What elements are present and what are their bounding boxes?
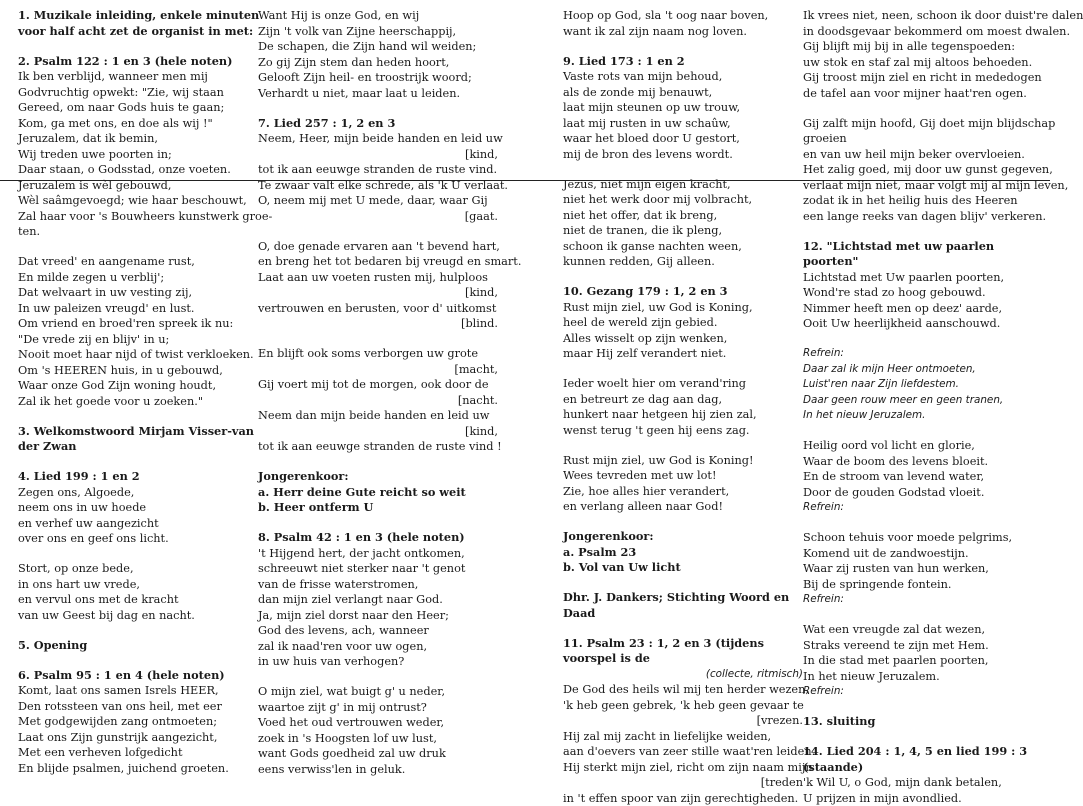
section-heading: Dhr. J. Dankers; Stichting Woord en Daad	[563, 590, 811, 621]
text-line: [blind.	[258, 316, 506, 332]
spacer	[563, 270, 811, 285]
text-line: heel de wereld zijn gebied.	[563, 315, 811, 331]
spacer	[563, 576, 811, 591]
text-line: aan d'oevers van zeer stille waat'ren leiden.	[563, 744, 811, 760]
text-line: Hij sterkt mijn ziel, richt om zijn naam mijn	[563, 760, 811, 776]
text-line: tot ik aan eeuwge stranden de ruste vind !	[258, 439, 506, 455]
text-line: Refrein:	[803, 346, 1051, 362]
text-line: (collecte, ritmisch)	[563, 667, 811, 683]
text-line: Te zwaar valt elke schrede, als 'k U verlaat.	[258, 178, 506, 194]
text-line: In uw paleizen vreugd' en lust.	[18, 301, 266, 317]
spacer	[803, 608, 1051, 623]
spacer	[563, 39, 811, 54]
text-line: Komend uit de zandwoestijn.	[803, 546, 1051, 562]
text-line: Daar geen rouw meer en geen tranen,	[803, 393, 1051, 409]
text-line: Ooit Uw heerlijkheid aanschouwd.	[803, 316, 1051, 332]
section-heading: 8. Psalm 42 : 1 en 3 (hele noten)	[258, 530, 506, 546]
text-line: Wat een vreugde zal dat wezen,	[803, 622, 1051, 638]
text-line: Refrein:	[803, 684, 1051, 700]
text-line: en van uw heil mijn beker overvloeien.	[803, 147, 1051, 163]
text-line: [kind,	[258, 147, 506, 163]
text-line: Wij treden uwe poorten in;	[18, 147, 266, 163]
text-line: Ik vrees niet, neen, schoon ik door duist're dalen	[803, 8, 1051, 24]
text-line: Zie, hoe alles hier verandert,	[563, 484, 811, 500]
text-line: Zal haar voor 's Bouwheers kunstwerk groe-	[18, 209, 266, 225]
text-line: tot ik aan eeuwge stranden de ruste vind.	[258, 162, 506, 178]
fold-line	[0, 180, 1050, 181]
text-line: Het zalig goed, mij door uw gunst gegeven,	[803, 162, 1051, 178]
text-line: Door de gouden Godstad vloeit.	[803, 485, 1051, 501]
text-line: U prijzen in mijn avondlied.	[803, 791, 1051, 806]
spacer	[258, 670, 506, 685]
section-heading: a. Herr deine Gute reicht so weit	[258, 485, 506, 501]
section-heading: Jongerenkoor:	[258, 469, 506, 485]
text-line: Wèl saâmgevoegd; wie haar beschouwt,	[18, 193, 266, 209]
text-line: in 't effen spoor van zijn gerechtigheden.	[563, 791, 811, 806]
section-heading: Jongerenkoor:	[563, 529, 811, 545]
text-line: Hij zal mij zacht in liefelijke weiden,	[563, 729, 811, 745]
text-line: In die stad met paarlen poorten,	[803, 653, 1051, 669]
text-line: Schoon tehuis voor moede pelgrims,	[803, 530, 1051, 546]
text-line: [vrezen.	[563, 713, 811, 729]
text-line: neem ons in uw hoede	[18, 500, 266, 516]
text-line: kunnen redden, Gij alleen.	[563, 254, 811, 270]
text-line: en verlang alleen naar God!	[563, 499, 811, 515]
text-line: want ik zal zijn naam nog loven.	[563, 24, 811, 40]
section-heading: b. Heer ontferm U	[258, 500, 506, 516]
text-line: Dat vreed' en aangename rust,	[18, 254, 266, 270]
text-line: wenst terug 't geen hij eens zag.	[563, 423, 811, 439]
text-line: Waar de boom des levens bloeit.	[803, 454, 1051, 470]
section-heading: 13. sluiting	[803, 714, 1051, 730]
text-line: Dat welvaart in uw vesting zij,	[18, 285, 266, 301]
section-heading: 4. Lied 199 : 1 en 2	[18, 469, 266, 485]
text-line: verlaat mijn niet, maar volgt mij al mijn leven,	[803, 178, 1051, 194]
spacer	[803, 332, 1051, 347]
text-line: Wees tevreden met uw lot!	[563, 468, 811, 484]
text-line: [macht,	[258, 362, 506, 378]
text-line: Luist'ren naar Zijn liefdestem.	[803, 377, 1051, 393]
text-line: Laat aan uw voeten rusten mij, hulploos	[258, 270, 506, 286]
text-line: 'k Wil U, o God, mijn dank betalen,	[803, 775, 1051, 791]
text-line: niet de tranen, die ik pleng,	[563, 223, 811, 239]
text-line: Lichtstad met Uw paarlen poorten,	[803, 270, 1051, 286]
text-line: Alles wisselt op zijn wenken,	[563, 331, 811, 347]
text-line: groeien	[803, 131, 1051, 147]
text-line: want Gods goedheid zal uw druk	[258, 746, 506, 762]
text-line: Gij troost mijn ziel en richt in mededogen	[803, 70, 1051, 86]
text-line: Om vriend en broed'ren spreek ik nu:	[18, 316, 266, 332]
text-line: dan mijn ziel verlangt naar God.	[258, 592, 506, 608]
text-line: Den rotssteen van ons heil, met eer	[18, 699, 266, 715]
section-heading: 1. Muzikale inleiding, enkele minuten voor half acht zet de organist in met:	[18, 8, 266, 39]
text-line: Ik ben verblijd, wanneer men mij	[18, 69, 266, 85]
text-line: Daar staan, o Godsstad, onze voeten.	[18, 162, 266, 178]
text-line: En de stroom van levend water,	[803, 469, 1051, 485]
spacer	[258, 516, 506, 531]
text-line: waartoe zijt g' in mij ontrust?	[258, 700, 506, 716]
text-line: Godvruchtig opwekt: "Zie, wij staan	[18, 85, 266, 101]
spacer	[803, 700, 1051, 715]
text-line: Kom, ga met ons, en doe als wij !"	[18, 116, 266, 132]
section-heading: 14. Lied 204 : 1, 4, 5 en lied 199 : 3 (staande)	[803, 744, 1051, 775]
text-line: [kind,	[258, 424, 506, 440]
section-heading: a. Psalm 23	[563, 545, 811, 561]
text-line: een lange reeks van dagen blijv' verkeren.	[803, 209, 1051, 225]
text-line: Komt, laat ons samen Isrels HEER,	[18, 683, 266, 699]
column-3	[563, 8, 811, 806]
text-line: De God des heils wil mij ten herder wezen,	[563, 682, 811, 698]
text-line: Hoop op God, sla 't oog naar boven,	[563, 8, 811, 24]
text-line: Stort, op onze bede,	[18, 561, 266, 577]
text-line: 'k heb geen gebrek, 'k heb geen gevaar te	[563, 698, 811, 714]
text-line: [kind,	[258, 285, 506, 301]
text-line: Daar zal ik mijn Heer ontmoeten,	[803, 362, 1051, 378]
text-line: En blijde psalmen, juichend groeten.	[18, 761, 266, 777]
text-line: Ieder woelt hier om verand'ring	[563, 376, 811, 392]
spacer	[258, 455, 506, 470]
text-line: schreeuwt niet sterker naar 't genot	[258, 561, 506, 577]
text-line: en breng het tot bedaren bij vreugd en smart.	[258, 254, 506, 270]
section-heading: 12. "Lichtstad met uw paarlen poorten"	[803, 239, 1051, 270]
text-line: als de zonde mij benauwt,	[563, 85, 811, 101]
text-line: Gij zalft mijn hoofd, Gij doet mijn blijdschap	[803, 116, 1051, 132]
text-line: En milde zegen u verblij';	[18, 270, 266, 286]
text-line: in doodsgevaar bekommerd om moest dwalen.	[803, 24, 1051, 40]
text-line: Bij de springende fontein.	[803, 577, 1051, 593]
text-line: En blijft ook soms verborgen uw grote	[258, 346, 506, 362]
text-line: Zo gij Zijn stem dan heden hoort,	[258, 55, 506, 71]
text-line: Gereed, om naar Gods huis te gaan;	[18, 100, 266, 116]
text-line: [treden	[563, 775, 811, 791]
text-line: Zijn 't volk van Zijne heerschappij,	[258, 24, 506, 40]
text-line: waar het bloed door U gestort,	[563, 131, 811, 147]
text-line: niet het werk door mij volbracht,	[563, 192, 811, 208]
text-line: Jeruzalem is wèl gebouwd,	[18, 178, 266, 194]
spacer	[803, 730, 1051, 745]
text-line: Jeruzalem, dat ik bemin,	[18, 131, 266, 147]
section-heading: 11. Psalm 23 : 1, 2 en 3 (tijdens voorspel is de	[563, 636, 811, 667]
spacer	[563, 362, 811, 377]
text-line: Laat ons Zijn gunstrijk aangezicht,	[18, 730, 266, 746]
spacer	[18, 240, 266, 255]
text-line: Zegen ons, Algoede,	[18, 485, 266, 501]
spacer	[803, 224, 1051, 239]
spacer	[18, 409, 266, 424]
spacer	[563, 438, 811, 453]
column-2	[258, 8, 506, 777]
text-line: Voed het oud vertrouwen weder,	[258, 715, 506, 731]
text-line: in ons hart uw vrede,	[18, 577, 266, 593]
text-line: vertrouwen en berusten, voor d' uitkomst	[258, 301, 506, 317]
section-heading: 9. Lied 173 : 1 en 2	[563, 54, 811, 70]
column-1	[18, 8, 266, 776]
text-line: en betreurt ze dag aan dag,	[563, 392, 811, 408]
text-line: Rust mijn ziel, uw God is Koning,	[563, 300, 811, 316]
text-line: ten.	[18, 224, 266, 240]
spacer	[18, 39, 266, 54]
text-line: mij de bron des levens wordt.	[563, 147, 811, 163]
spacer	[18, 653, 266, 668]
text-line: Jezus, niet mijn eigen kracht,	[563, 177, 811, 193]
text-line: over ons en geef ons licht.	[18, 531, 266, 547]
column-4	[803, 8, 1051, 806]
text-line: [gaat.	[258, 209, 506, 225]
section-heading: 10. Gezang 179 : 1, 2 en 3	[563, 284, 811, 300]
spacer	[803, 516, 1051, 531]
text-line: Met godgewijden zang ontmoeten;	[18, 714, 266, 730]
text-line: en verhef uw aangezicht	[18, 516, 266, 532]
text-line: Refrein:	[803, 592, 1051, 608]
section-heading: 5. Opening	[18, 638, 266, 654]
text-line: Heilig oord vol licht en glorie,	[803, 438, 1051, 454]
text-line: "De vrede zij en blijv' in u;	[18, 332, 266, 348]
text-line: de tafel aan voor mijner haat'ren ogen.	[803, 86, 1051, 102]
text-line: In het nieuw Jeruzalem.	[803, 669, 1051, 685]
text-line: Gelooft Zijn heil- en troostrijk woord;	[258, 70, 506, 86]
section-heading: 3. Welkomstwoord Mirjam Visser-van der Zwan	[18, 424, 266, 455]
text-line: Neem, Heer, mijn beide handen en leid uw	[258, 131, 506, 147]
text-line: Met een verheven lofgedicht	[18, 745, 266, 761]
text-line: 't Hijgend hert, der jacht ontkomen,	[258, 546, 506, 562]
text-line: O, neem mij met U mede, daar, waar Gij	[258, 193, 506, 209]
spacer	[563, 515, 811, 530]
text-line: niet het offer, dat ik breng,	[563, 208, 811, 224]
text-line: God des levens, ach, wanneer	[258, 623, 506, 639]
text-line: maar Hij zelf verandert niet.	[563, 346, 811, 362]
text-line: Verhardt u niet, maar laat u leiden.	[258, 86, 506, 102]
text-line: Want Hij is onze God, en wij	[258, 8, 506, 24]
spacer	[563, 621, 811, 636]
spacer	[18, 547, 266, 562]
text-line: De schapen, die Zijn hand wil weiden;	[258, 39, 506, 55]
text-line: In het nieuw Jeruzalem.	[803, 408, 1051, 424]
spacer	[18, 623, 266, 638]
spacer	[803, 101, 1051, 116]
text-line: Waar zij rusten van hun werken,	[803, 561, 1051, 577]
text-line: en vervul ons met de kracht	[18, 592, 266, 608]
text-line: Vaste rots van mijn behoud,	[563, 69, 811, 85]
text-line: Ja, mijn ziel dorst naar den Heer;	[258, 608, 506, 624]
section-heading: 7. Lied 257 : 1, 2 en 3	[258, 116, 506, 132]
spacer	[563, 162, 811, 177]
text-line: hunkert naar hetgeen hij zien zal,	[563, 407, 811, 423]
text-line: Wond're stad zo hoog gebouwd.	[803, 285, 1051, 301]
text-line: laat mijn steunen op uw trouw,	[563, 100, 811, 116]
text-line: O, doe genade ervaren aan 't bevend hart,	[258, 239, 506, 255]
text-line: Waar onze God Zijn woning houdt,	[18, 378, 266, 394]
text-line: Neem dan mijn beide handen en leid uw	[258, 408, 506, 424]
section-heading: 2. Psalm 122 : 1 en 3 (hele noten)	[18, 54, 266, 70]
text-line: zal ik naad'ren voor uw ogen,	[258, 639, 506, 655]
text-line: Gij voert mij tot de morgen, ook door de	[258, 377, 506, 393]
spacer	[18, 455, 266, 470]
section-heading: 6. Psalm 95 : 1 en 4 (hele noten)	[18, 668, 266, 684]
text-line: Om 's HEEREN huis, in u gebouwd,	[18, 363, 266, 379]
text-line: Zal ik het goede voor u zoeken."	[18, 394, 266, 410]
text-line: uw stok en staf zal mij altoos behoeden.	[803, 55, 1051, 71]
text-line: eens verwiss'len in geluk.	[258, 762, 506, 778]
text-line: van uw Geest bij dag en nacht.	[18, 608, 266, 624]
spacer	[803, 424, 1051, 439]
text-line: Rust mijn ziel, uw God is Koning!	[563, 453, 811, 469]
text-line: van de frisse waterstromen,	[258, 577, 506, 593]
spacer	[258, 332, 506, 347]
spacer	[258, 224, 506, 239]
text-line: Gij blijft mij bij in alle tegenspoeden:	[803, 39, 1051, 55]
text-line: zodat ik in het heilig huis des Heeren	[803, 193, 1051, 209]
text-line: Straks vereend te zijn met Hem.	[803, 638, 1051, 654]
text-line: [nacht.	[258, 393, 506, 409]
text-line: schoon ik ganse nachten ween,	[563, 239, 811, 255]
text-line: in uw huis van verhogen?	[258, 654, 506, 670]
text-line: O mijn ziel, wat buigt g' u neder,	[258, 684, 506, 700]
text-line: Refrein:	[803, 500, 1051, 516]
text-line: zoek in 's Hoogsten lof uw lust,	[258, 731, 506, 747]
text-line: Nooit moet haar nijd of twist verkloeken.	[18, 347, 266, 363]
text-line: laat mij rusten in uw schaûw,	[563, 116, 811, 132]
spacer	[258, 101, 506, 116]
text-line: Nimmer heeft men op deez' aarde,	[803, 301, 1051, 317]
section-heading: b. Vol van Uw licht	[563, 560, 811, 576]
